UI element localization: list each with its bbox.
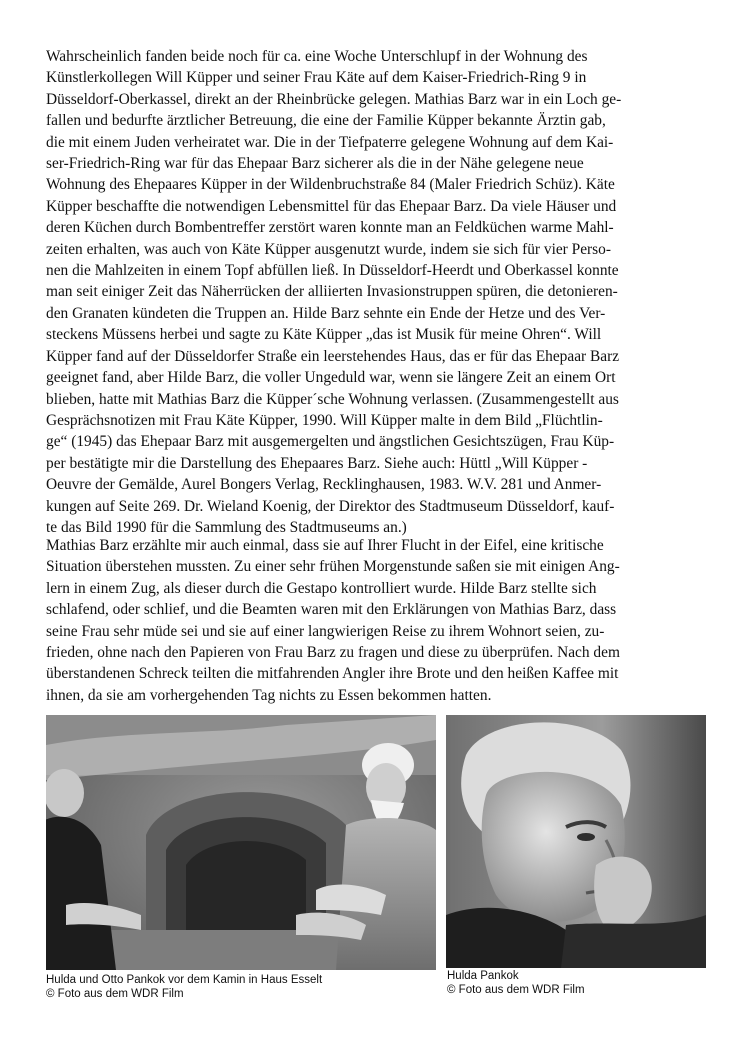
text-line: die mit einem Juden verheiratet war. Die in der Tiefpaterre gelegene Wohnung auf dem Kai- (46, 133, 614, 151)
text-line: man seit einiger Zeit das Näherrücken der alliierten Invasionstruppen spüren, die detonieren- (46, 283, 618, 301)
text-line: Küpper fand auf der Düsseldorfer Straße ein leerstehendes Haus, das er für das Ehepaar Barz (46, 347, 620, 365)
text-line: zeiten erhalten, was auch von Käte Küpper ausgenutzt wurde, indem sie sich für vier Perso- (46, 240, 611, 258)
text-line: fallen und bedurfte ärztlicher Betreuung, die eine der Familie Küpper bekannte Ärztin gab, (46, 112, 606, 130)
text-line: ser-Friedrich-Ring war für das Ehepaar Barz sicherer als die in der Nähe gelegene neue (46, 155, 584, 173)
text-line: per bestätigte mir die Darstellung des Ehepaares Barz. Siehe auch: Hüttl „Will Küpper - (46, 454, 588, 472)
text-line: ge“ (1945) das Ehepaar Barz mit ausgemergelten und ängstlichen Gesichtszügen, Frau Küp- (46, 433, 615, 451)
text-line: te das Bild 1990 für die Sammlung des Stadtmuseums an.) (46, 518, 407, 536)
text-line: Küpper beschaffte die notwendigen Lebensmittel für das Ehepaar Barz. Da viele Häuser und (46, 197, 617, 215)
text-line: Düsseldorf-Oberkassel, direkt an der Rheinbrücke gelegen. Mathias Barz war in ein Loch ge- (46, 90, 622, 108)
photo-hulda-pankok-portrait (446, 715, 706, 968)
text-line: Künstlerkollegen Will Küpper und seiner Frau Käte auf dem Kaiser-Friedrich-Ring 9 in (46, 69, 587, 87)
caption-right-title: Hulda Pankok (447, 970, 519, 982)
text-line: Oeuvre der Gemälde, Aurel Bongers Verlag, Recklinghausen, 1983. W.V. 281 und Anmer- (46, 476, 602, 494)
text-line: steckens Müssens herbei und sagte zu Käte Küpper „das ist Musik für meine Ohren“. Will (46, 326, 602, 344)
text-line: seine Frau sehr müde sei und sie auf einer langwierigen Reise zu ihrem Wohnort seien, zu- (46, 622, 605, 640)
text-line: den Granaten kündeten die Truppen an. Hilde Barz sehnte ein Ende der Hetze und des Ver- (46, 304, 606, 322)
text-line: kungen auf Seite 269. Dr. Wieland Koenig, der Direktor des Stadtmuseum Düsseldorf, kauf- (46, 497, 615, 515)
text-line: Wahrscheinlich fanden beide noch für ca. eine Woche Unterschlupf in der Wohnung des (46, 48, 588, 65)
caption-left (46, 973, 436, 1001)
text-line: deren Küchen durch Bombentreffer zerstört waren konnte man an Feldküchen warme Mahl- (46, 219, 614, 237)
text-line: lern in einem Zug, als dieser durch die Gestapo kontrolliert wurde. Hilde Barz stellte sich (46, 579, 597, 597)
text-line: frieden, ohne nach den Papieren von Frau Barz zu fragen und diese zu überprüfen. Nach dem (46, 644, 620, 662)
text-line: Wohnung des Ehepaares Küpper in der Wildenbruchstraße 84 (Maler Friedrich Schüz). Käte (46, 176, 615, 194)
text-line: geeignet fand, aber Hilde Barz, die voller Ungeduld war, wenn sie längere Zeit an einem Ort (46, 369, 616, 387)
text-line: nen die Mahlzeiten in einem Topf abfüllen ließ. In Düsseldorf-Heerdt und Oberkassel konnte (46, 262, 619, 280)
text-line: Gesprächsnotizen mit Frau Käte Küpper, 1990. Will Küpper malte in dem Bild „Flüchtlin- (46, 411, 603, 429)
text-line: ihnen, da sie am vorhergehenden Tag nichts zu Essen bekommen hatten. (46, 686, 492, 704)
caption-left-credit: © Foto aus dem WDR Film (46, 988, 184, 1000)
caption-left-title: Hulda und Otto Pankok vor dem Kamin in Haus Esselt (46, 974, 323, 986)
text-line: überstandenen Schreck teilten die mitfahrenden Angler ihre Brote und den heißen Kaffee mit (46, 665, 619, 683)
text-line: schlafend, oder schlief, und die Beamten waren mit den Erklärungen von Mathias Barz, dass (46, 601, 617, 619)
photo-hulda-otto-pankok-fireplace (46, 715, 436, 970)
paragraph-2 (46, 535, 708, 706)
caption-right (447, 969, 707, 997)
text-line: Situation überstehen mussten. Zu einer sehr frühen Morgenstunde saßen sie mit einigen Ang- (46, 558, 620, 576)
caption-right-credit: © Foto aus dem WDR Film (447, 984, 585, 996)
text-line: Mathias Barz erzählte mir auch einmal, dass sie auf Ihrer Flucht in der Eifel, eine kritische (46, 537, 604, 554)
text-line: blieben, hatte mit Mathias Barz die Küpper´sche Wohnung verlassen. (Zusammengestellt aus (46, 390, 619, 408)
paragraph-1 (46, 46, 708, 538)
